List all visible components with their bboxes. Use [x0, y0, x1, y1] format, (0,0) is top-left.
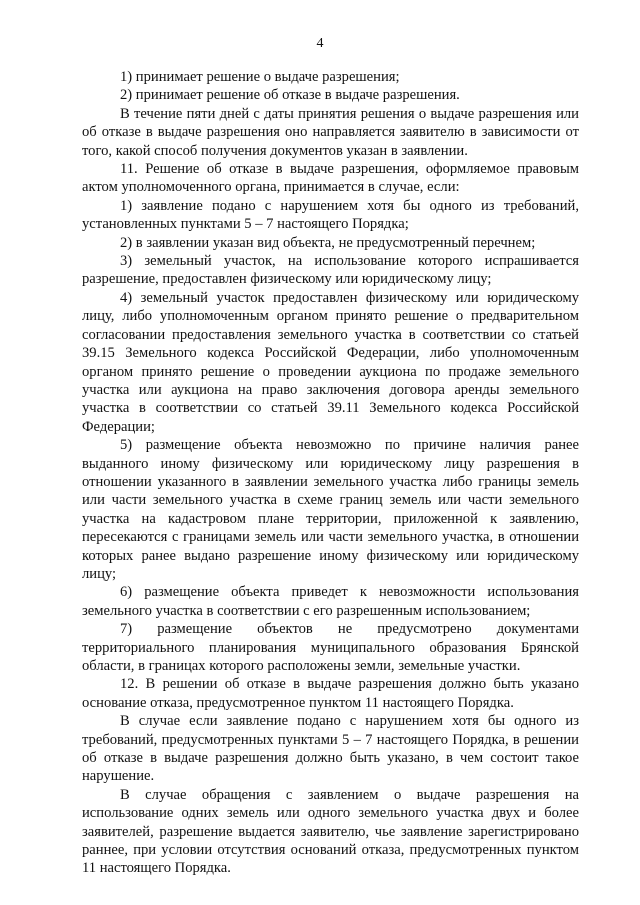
paragraph: 2) принимает решение об отказе в выдаче разрешения.: [120, 87, 460, 104]
paragraph: 6) размещение объекта приведет к невозможности использования земельного участка в соответствии с его разрешенным использованием;: [82, 584, 579, 619]
paragraph: В случае если заявление подано с нарушением хотя бы одного из требований, предусмотренных пунктами 5 – 7 настоящего Порядка, в решении об отказе в выдаче разрешения должно быть указано, в чем состоит такое нарушение.: [82, 713, 579, 785]
page-number: 4: [316, 36, 324, 51]
paragraph: 7) размещение объектов не предусмотрено документами территориального планирования муниципального образования Брянской области, в границах которого расположены земли, земельные участки.: [82, 621, 579, 674]
paragraph: 1) заявление подано с нарушением хотя бы одного из требований, установленных пунктами 5 – 7 настоящего Порядка;: [82, 197, 579, 233]
paragraph: 11. Решение об отказе в выдаче разрешения, оформляемое правовым актом уполномоченного органа, принимается в случае, если:: [82, 161, 579, 196]
paragraph: В случае обращения с заявлением о выдаче разрешения на использование одних земель или одного земельного участка двух и более заявителей, разрешение выдается заявителю, чье заявление зарегистрировано раннее, при условии отсутствия оснований отказа, предусмотренных пунктом 11 настоящего Порядка.: [82, 786, 579, 877]
paragraph: 4) земельный участок предоставлен физическому или юридическому лицу, либо уполномоченным органом принято решение о предварительном согласовании предоставления земельного участка в соответствии со статьей 39.15 Земельного кодекса Российской Федерации, либо уполномоченным органом принято решение о проведении аукциона по продаже земельного участка или аукциона на право заключения договора аренды земельного участка в соответствии со статьей 39.11 Земельного кодекса Российской Федерации;: [82, 289, 579, 435]
paragraph: 3) земельный участок, на использование которого испрашивается разрешение, предоставлен физическому или юридическому лицу;: [82, 253, 579, 288]
paragraph: 2) в заявлении указан вид объекта, не предусмотренный перечнем;: [120, 234, 536, 251]
paragraph: 5) размещение объекта невозможно по причине наличия ранее выданного иному физическому или юридическому лицу разрешения в отношении указанного в заявлении земельного участка либо границы земель или части земельного участка в схеме границ земель или части земельного участка на кадастровом плане территории, приложенной к заявлению, пересекаются с границами земель или части земельного участка, в отношении которых ранее выдано разрешение иному физическому или юридическому лицу;: [82, 437, 579, 582]
paragraph: В течение пяти дней с даты принятия решения о выдаче разрешения или об отказе в выдаче разрешения оно направляется заявителю в зависимости от того, какой способ получения документов указан в заявлении.: [82, 105, 579, 159]
paragraph: 1) принимает решение о выдаче разрешения;: [120, 69, 400, 85]
document-body: [82, 68, 579, 878]
paragraph: 12. В решении об отказе в выдаче разрешения должно быть указано основание отказа, предусмотренное пунктом 11 настоящего Порядка.: [82, 676, 579, 711]
